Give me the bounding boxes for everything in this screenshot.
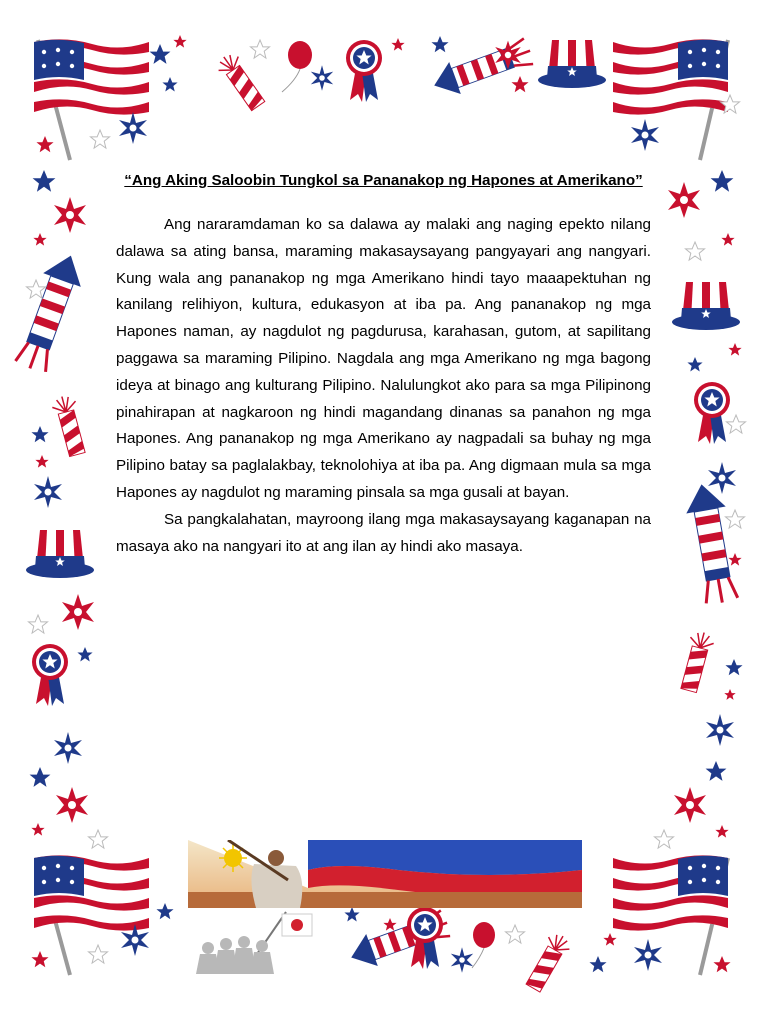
star-icon — [451, 947, 473, 973]
firecracker-icon — [677, 629, 716, 693]
paragraph: Sa pangkalahatan, mayroong ilang mga makasaysayang kaganapan na masaya ako na nangyari ito at ang ilan ay hindi ako masaya. — [116, 510, 651, 555]
firecracker-icon — [214, 50, 268, 113]
firework-rocket-icon — [11, 249, 90, 375]
document-title: “Ang Aking Saloobin Tungkol sa Pananakop ng Hapones at Amerikano” — [124, 172, 643, 189]
firework-rocket-icon — [682, 481, 742, 606]
star-icon — [726, 510, 745, 528]
star-icon — [31, 823, 44, 836]
star-icon — [119, 112, 147, 144]
us-flag-icon — [34, 39, 149, 160]
star-icon — [686, 242, 705, 260]
star-icon — [589, 956, 606, 972]
star-icon — [29, 615, 48, 633]
philippine-flag-banner — [188, 840, 582, 908]
star-icon — [715, 825, 728, 838]
star-icon — [173, 35, 186, 48]
star-icon — [687, 357, 702, 371]
star-icon — [511, 76, 528, 92]
star-icon — [383, 918, 396, 931]
star-icon — [62, 594, 94, 630]
star-icon — [344, 907, 359, 921]
star-icon — [31, 426, 48, 442]
star-icon — [56, 787, 88, 823]
star-icon — [150, 44, 171, 64]
rosette-icon — [32, 644, 68, 706]
star-icon — [631, 119, 659, 151]
star-icon — [668, 182, 700, 218]
document-body — [116, 170, 651, 560]
star-icon — [251, 40, 270, 58]
balloon-icon — [472, 922, 495, 968]
star-icon — [162, 77, 177, 91]
uncle-sam-hat-icon — [26, 530, 94, 578]
us-flag-icon — [613, 39, 728, 160]
star-icon — [156, 903, 173, 919]
uncle-sam-hat-icon — [672, 282, 740, 330]
star-icon — [634, 939, 662, 971]
star-icon — [655, 830, 674, 848]
star-icon — [728, 343, 741, 356]
star-icon — [91, 130, 110, 148]
star-icon — [603, 933, 616, 946]
balloon-icon — [282, 41, 312, 92]
star-icon — [77, 647, 92, 661]
us-flag-icon — [613, 855, 728, 975]
star-icon — [89, 830, 108, 848]
star-icon — [30, 767, 51, 787]
star-icon — [89, 945, 108, 963]
star-icon — [33, 233, 46, 246]
star-icon — [33, 170, 56, 192]
star-icon — [506, 925, 525, 943]
star-icon — [708, 462, 736, 494]
rosette-icon — [346, 40, 382, 102]
star-icon — [31, 951, 48, 967]
star-icon — [706, 714, 734, 746]
star-icon — [674, 787, 706, 823]
star-icon — [724, 689, 735, 700]
firecracker-icon — [50, 393, 89, 457]
star-icon — [713, 956, 730, 972]
paragraph: Ang nararamdaman ko sa dalawa ay malaki ang naging epekto nilang dalawa sa ating bansa, maraming makasaysayang pangyayari ang nangyari. Kung wala ang pananakop ng mga Amerikano hindi tayo maaapektuhan ng kanilang relihiyon, kultura, edukasyon at iba pa. Ang pananakop ng mga Hapones naman, ay nagdulot ng pagdurusa, karahasan, gutom, at sapilitang paggawa sa maraming Pilipino. Nagdala ang mga Amerikano ng mga bagong ideya at binago ang kulturang Pilipino. Nalulungkot ako para sa mga Pilipinong pinahirapan at nagkaroon ng hindi magandang dinanas sa panahon ng mga Hapones. Ang pananakop ng mga Amerikano ay nagpadali sa buhay ng mga Pilipino batay sa paglalakbay, teknolohiya at iba pa. Ang digmaan mula sa mga Hapones ay nagdulot ng maraming pinsala sa mga gusali at bayan. — [116, 216, 651, 501]
star-icon — [727, 415, 746, 433]
star-icon — [728, 553, 741, 566]
rosette-icon — [694, 382, 730, 444]
star-icon — [36, 136, 53, 152]
star-icon — [725, 659, 742, 675]
star-icon — [311, 65, 333, 91]
us-flag-icon — [34, 855, 149, 975]
star-icon — [706, 761, 727, 781]
star-icon — [711, 170, 734, 192]
star-icon — [721, 233, 734, 246]
star-icon — [431, 36, 448, 52]
soldiers-raising-flag-image — [186, 908, 316, 978]
star-icon — [54, 197, 86, 233]
uncle-sam-hat-icon — [538, 40, 606, 88]
firecracker-icon — [523, 930, 574, 994]
star-icon — [27, 280, 46, 298]
star-icon — [35, 455, 48, 468]
star-icon — [391, 38, 404, 51]
star-icon — [34, 476, 62, 508]
star-icon — [54, 732, 82, 764]
